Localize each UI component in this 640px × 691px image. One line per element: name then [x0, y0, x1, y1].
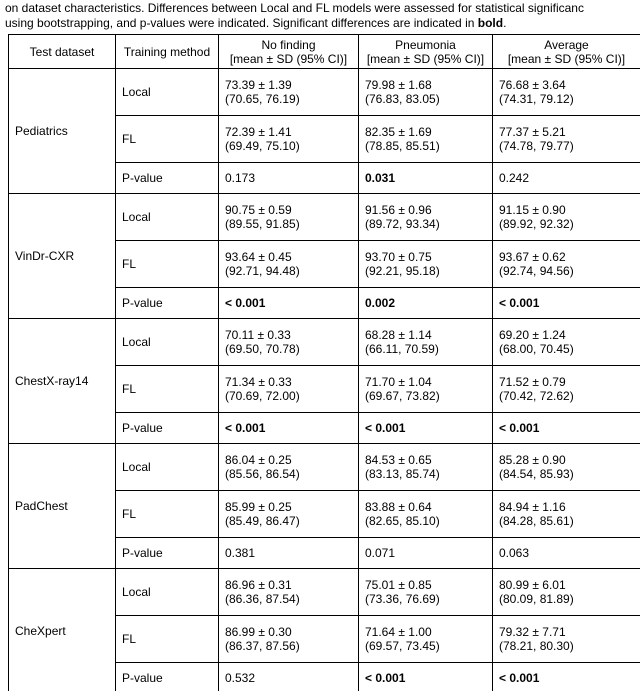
ci-value: (92.71, 94.48) — [225, 264, 300, 278]
mean-sd-value: 85.28 ± 0.90 — [499, 453, 566, 467]
cell-average — [493, 241, 640, 288]
training-method-label: Local — [116, 569, 219, 616]
training-method-label: Local — [116, 444, 219, 491]
dataset-name: ChestX-ray14 — [9, 319, 116, 444]
table-caption — [0, 0, 640, 31]
ci-value: (84.28, 85.61) — [499, 514, 574, 528]
ci-value: (70.65, 76.19) — [225, 92, 300, 106]
column-subtitle: [mean ± SD (95% CI)] — [229, 51, 348, 66]
results-table — [8, 34, 640, 691]
training-method-label: FL — [116, 491, 219, 538]
pvalue-label: P-value — [116, 538, 219, 569]
table-row — [9, 569, 640, 616]
cell-pvalue-pneumonia: 0.002 — [359, 288, 493, 319]
cell-pvalue-pneumonia: < 0.001 — [359, 663, 493, 691]
mean-sd-value: 68.28 ± 1.14 — [365, 328, 432, 342]
ci-value: (80.09, 81.89) — [499, 592, 574, 606]
cell-pneumonia — [359, 319, 493, 366]
mean-sd-value: 75.01 ± 0.85 — [365, 578, 432, 592]
header-no-finding — [219, 35, 359, 69]
ci-value: (83.13, 85.74) — [365, 467, 440, 481]
cell-no-finding — [219, 444, 359, 491]
mean-sd-value: 93.64 ± 0.45 — [225, 250, 292, 264]
dataset-name: CheXpert — [9, 569, 116, 691]
mean-sd-value: 69.20 ± 1.24 — [499, 328, 566, 342]
table-row — [9, 194, 640, 241]
cell-pvalue-no-finding: < 0.001 — [219, 288, 359, 319]
column-subtitle: [mean ± SD (95% CI)] — [366, 51, 485, 66]
column-subtitle: [mean ± SD (95% CI)] — [507, 51, 626, 66]
cell-pneumonia — [359, 444, 493, 491]
ci-value: (70.69, 72.00) — [225, 389, 300, 403]
cell-no-finding — [219, 616, 359, 663]
dataset-name: Pediatrics — [9, 69, 116, 194]
ci-value: (69.57, 73.45) — [365, 639, 440, 653]
cell-average — [493, 69, 640, 116]
mean-sd-value: 90.75 ± 0.59 — [225, 203, 292, 217]
table-row — [9, 69, 640, 116]
pvalue-label: P-value — [116, 663, 219, 691]
cell-average — [493, 444, 640, 491]
ci-value: (76.83, 83.05) — [365, 92, 440, 106]
ci-value: (74.31, 79.12) — [499, 92, 574, 106]
cell-no-finding — [219, 366, 359, 413]
ci-value: (89.55, 91.85) — [225, 217, 300, 231]
cell-pvalue-average: 0.063 — [493, 538, 640, 569]
cell-average — [493, 366, 640, 413]
cell-pvalue-pneumonia: < 0.001 — [359, 413, 493, 444]
ci-value: (86.36, 87.54) — [225, 592, 300, 606]
header-training-method: Training method — [116, 35, 219, 69]
mean-sd-value: 91.56 ± 0.96 — [365, 203, 432, 217]
ci-value: (82.65, 85.10) — [365, 514, 440, 528]
cell-average — [493, 194, 640, 241]
ci-value: (78.21, 80.30) — [499, 639, 574, 653]
dataset-name: PadChest — [9, 444, 116, 569]
training-method-label: Local — [116, 194, 219, 241]
ci-value: (74.78, 79.77) — [499, 139, 574, 153]
cell-pvalue-no-finding: < 0.001 — [219, 413, 359, 444]
mean-sd-value: 84.94 ± 1.16 — [499, 500, 566, 514]
cell-no-finding — [219, 69, 359, 116]
cell-pvalue-pneumonia: 0.071 — [359, 538, 493, 569]
mean-sd-value: 71.52 ± 0.79 — [499, 375, 566, 389]
table-row — [9, 319, 640, 366]
column-title: Average — [544, 37, 589, 52]
mean-sd-value: 93.67 ± 0.62 — [499, 250, 566, 264]
caption-line-2 — [5, 16, 640, 31]
cell-pvalue-average: < 0.001 — [493, 413, 640, 444]
mean-sd-value: 71.34 ± 0.33 — [225, 375, 292, 389]
cell-pneumonia — [359, 491, 493, 538]
cell-pneumonia — [359, 366, 493, 413]
header-test-dataset: Test dataset — [9, 35, 116, 69]
cell-pneumonia — [359, 69, 493, 116]
cell-no-finding — [219, 569, 359, 616]
pvalue-label: P-value — [116, 288, 219, 319]
mean-sd-value: 73.39 ± 1.39 — [225, 78, 292, 92]
training-method-label: FL — [116, 366, 219, 413]
cell-no-finding — [219, 116, 359, 163]
mean-sd-value: 84.53 ± 0.65 — [365, 453, 432, 467]
cell-pvalue-average: < 0.001 — [493, 288, 640, 319]
cell-pvalue-average: 0.242 — [493, 163, 640, 194]
mean-sd-value: 79.98 ± 1.68 — [365, 78, 432, 92]
ci-value: (68.00, 70.45) — [499, 342, 574, 356]
caption-text: . — [503, 16, 507, 30]
cell-pneumonia — [359, 194, 493, 241]
training-method-label: FL — [116, 241, 219, 288]
caption-text: on dataset characteristics. Differences between Local and FL models were assessed for statistical significanc — [5, 1, 584, 15]
caption-line-1 — [5, 1, 640, 16]
cell-no-finding — [219, 194, 359, 241]
training-method-label: Local — [116, 319, 219, 366]
caption-text: using bootstrapping, and p-values were indicated. Significant differences are indicated in — [5, 16, 478, 30]
cell-pneumonia — [359, 116, 493, 163]
cell-pvalue-average: < 0.001 — [493, 663, 640, 691]
cell-pvalue-pneumonia: 0.031 — [359, 163, 493, 194]
cell-pneumonia — [359, 569, 493, 616]
pvalue-label: P-value — [116, 163, 219, 194]
mean-sd-value: 85.99 ± 0.25 — [225, 500, 292, 514]
ci-value: (70.42, 72.62) — [499, 389, 574, 403]
ci-value: (89.92, 92.32) — [499, 217, 574, 231]
ci-value: (69.50, 70.78) — [225, 342, 300, 356]
ci-value: (69.49, 75.10) — [225, 139, 300, 153]
ci-value: (85.56, 86.54) — [225, 467, 300, 481]
header-average — [493, 35, 640, 69]
mean-sd-value: 86.96 ± 0.31 — [225, 578, 292, 592]
pvalue-label: P-value — [116, 413, 219, 444]
cell-average — [493, 116, 640, 163]
mean-sd-value: 86.99 ± 0.30 — [225, 625, 292, 639]
cell-no-finding — [219, 241, 359, 288]
mean-sd-value: 86.04 ± 0.25 — [225, 453, 292, 467]
ci-value: (89.72, 93.34) — [365, 217, 440, 231]
column-title: Pneumonia — [395, 37, 456, 52]
column-title: No finding — [261, 37, 316, 52]
mean-sd-value: 80.99 ± 6.01 — [499, 578, 566, 592]
header-pneumonia — [359, 35, 493, 69]
ci-value: (92.74, 94.56) — [499, 264, 574, 278]
ci-value: (85.49, 86.47) — [225, 514, 300, 528]
cell-average — [493, 319, 640, 366]
mean-sd-value: 83.88 ± 0.64 — [365, 500, 432, 514]
training-method-label: Local — [116, 69, 219, 116]
table-row — [9, 444, 640, 491]
mean-sd-value: 93.70 ± 0.75 — [365, 250, 432, 264]
cell-average — [493, 569, 640, 616]
cell-average — [493, 616, 640, 663]
mean-sd-value: 91.15 ± 0.90 — [499, 203, 566, 217]
mean-sd-value: 70.11 ± 0.33 — [225, 328, 291, 342]
ci-value: (73.36, 76.69) — [365, 592, 440, 606]
mean-sd-value: 76.68 ± 3.64 — [499, 78, 566, 92]
ci-value: (84.54, 85.93) — [499, 467, 574, 481]
mean-sd-value: 82.35 ± 1.69 — [365, 125, 432, 139]
ci-value: (69.67, 73.82) — [365, 389, 440, 403]
cell-no-finding — [219, 319, 359, 366]
cell-pneumonia — [359, 616, 493, 663]
mean-sd-value: 71.64 ± 1.00 — [365, 625, 432, 639]
cell-no-finding — [219, 491, 359, 538]
cell-pvalue-no-finding: 0.381 — [219, 538, 359, 569]
ci-value: (92.21, 95.18) — [365, 264, 440, 278]
training-method-label: FL — [116, 616, 219, 663]
header-row — [9, 35, 640, 69]
dataset-name: VinDr-CXR — [9, 194, 116, 319]
cell-pvalue-no-finding: 0.532 — [219, 663, 359, 691]
caption-bold-word: bold — [477, 16, 504, 30]
mean-sd-value: 79.32 ± 7.71 — [499, 625, 566, 639]
cell-pvalue-no-finding: 0.173 — [219, 163, 359, 194]
ci-value: (66.11, 70.59) — [365, 342, 439, 356]
training-method-label: FL — [116, 116, 219, 163]
cell-average — [493, 491, 640, 538]
ci-value: (86.37, 87.56) — [225, 639, 300, 653]
cell-pneumonia — [359, 241, 493, 288]
ci-value: (78.85, 85.51) — [365, 139, 440, 153]
mean-sd-value: 71.70 ± 1.04 — [365, 375, 432, 389]
mean-sd-value: 77.37 ± 5.21 — [499, 125, 566, 139]
mean-sd-value: 72.39 ± 1.41 — [225, 125, 292, 139]
